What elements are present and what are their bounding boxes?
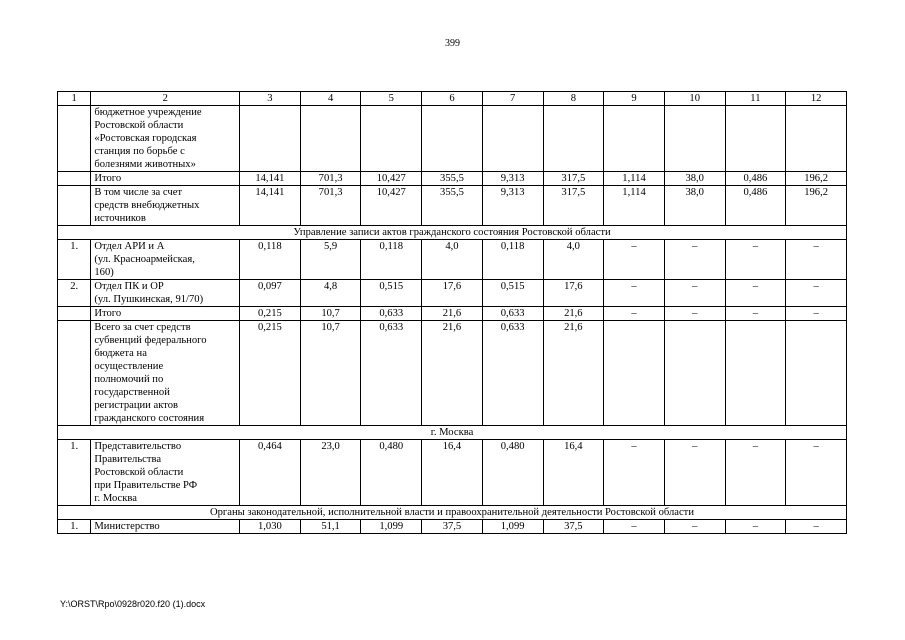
value-cell: –: [725, 307, 786, 321]
value-cell: –: [786, 307, 847, 321]
value-cell: 0,633: [482, 321, 543, 426]
section-title: Управление записи актов гражданского состояния Ростовской области: [58, 226, 847, 240]
value-cell: 37,5: [543, 520, 604, 534]
value-cell: [361, 106, 422, 172]
value-cell: –: [725, 240, 786, 280]
row-number-cell: [58, 321, 91, 426]
value-cell: 0,097: [240, 280, 301, 307]
value-cell: 21,6: [422, 307, 483, 321]
name-cell: Итого: [91, 307, 240, 321]
row-number-cell: 1.: [58, 440, 91, 506]
value-cell: –: [786, 520, 847, 534]
value-cell: 21,6: [543, 307, 604, 321]
value-cell: –: [725, 280, 786, 307]
value-cell: 1,030: [240, 520, 301, 534]
value-cell: 701,3: [300, 186, 361, 226]
table-row: [58, 321, 847, 426]
value-cell: 4,8: [300, 280, 361, 307]
value-cell: 0,486: [725, 186, 786, 226]
table-row: [58, 307, 847, 321]
value-cell: –: [604, 520, 665, 534]
value-cell: 0,118: [361, 240, 422, 280]
table-row: [58, 106, 847, 172]
column-header: 3: [240, 92, 301, 106]
value-cell: [664, 321, 725, 426]
value-cell: 51,1: [300, 520, 361, 534]
value-cell: 0,515: [482, 280, 543, 307]
page-number: 399: [445, 38, 460, 49]
value-cell: 4,0: [422, 240, 483, 280]
value-cell: 0,118: [240, 240, 301, 280]
column-header: 5: [361, 92, 422, 106]
section-row: [58, 506, 847, 520]
value-cell: [422, 106, 483, 172]
value-cell: [725, 321, 786, 426]
value-cell: 0,515: [361, 280, 422, 307]
value-cell: 16,4: [422, 440, 483, 506]
value-cell: [786, 106, 847, 172]
value-cell: 0,215: [240, 321, 301, 426]
value-cell: 0,480: [361, 440, 422, 506]
row-number-cell: [58, 172, 91, 186]
value-cell: –: [664, 440, 725, 506]
value-cell: 10,427: [361, 172, 422, 186]
value-cell: –: [664, 240, 725, 280]
table-row: [58, 240, 847, 280]
value-cell: 21,6: [543, 321, 604, 426]
value-cell: [725, 106, 786, 172]
value-cell: 16,4: [543, 440, 604, 506]
value-cell: –: [604, 307, 665, 321]
value-cell: 1,114: [604, 172, 665, 186]
table-row: [58, 520, 847, 534]
value-cell: 5,9: [300, 240, 361, 280]
value-cell: –: [725, 440, 786, 506]
file-path-footer: Y:\ORST\Rpo\0928r020.f20 (1).docx: [60, 599, 206, 609]
value-cell: 1,099: [361, 520, 422, 534]
value-cell: –: [604, 280, 665, 307]
column-header: 1: [58, 92, 91, 106]
value-cell: 0,633: [361, 307, 422, 321]
value-cell: –: [786, 240, 847, 280]
value-cell: [300, 106, 361, 172]
value-cell: 0,480: [482, 440, 543, 506]
value-cell: 0,215: [240, 307, 301, 321]
value-cell: [543, 106, 604, 172]
name-cell: Отдел ПК и ОР (ул. Пушкинская, 91/70): [91, 280, 240, 307]
column-header: 10: [664, 92, 725, 106]
value-cell: –: [664, 307, 725, 321]
row-number-cell: [58, 307, 91, 321]
value-cell: 317,5: [543, 186, 604, 226]
value-cell: 317,5: [543, 172, 604, 186]
table-row: [58, 280, 847, 307]
row-number-cell: 2.: [58, 280, 91, 307]
value-cell: 1,114: [604, 186, 665, 226]
value-cell: 14,141: [240, 186, 301, 226]
value-cell: 10,7: [300, 307, 361, 321]
value-cell: 17,6: [422, 280, 483, 307]
value-cell: 37,5: [422, 520, 483, 534]
value-cell: –: [664, 520, 725, 534]
value-cell: 10,7: [300, 321, 361, 426]
value-cell: 9,313: [482, 172, 543, 186]
name-cell: Представительство Правительства Ростовской области при Правительстве РФ г. Москва: [91, 440, 240, 506]
name-cell: В том числе за счет средств внебюджетных источников: [91, 186, 240, 226]
value-cell: –: [786, 440, 847, 506]
value-cell: –: [604, 240, 665, 280]
value-cell: [786, 321, 847, 426]
value-cell: 38,0: [664, 186, 725, 226]
value-cell: –: [604, 440, 665, 506]
table-row: [58, 186, 847, 226]
name-cell: Министерство: [91, 520, 240, 534]
section-row: [58, 426, 847, 440]
table-row: [58, 440, 847, 506]
name-cell: Отдел АРИ и А (ул. Красноармейская, 160): [91, 240, 240, 280]
name-cell: Итого: [91, 172, 240, 186]
value-cell: 10,427: [361, 186, 422, 226]
value-cell: 355,5: [422, 186, 483, 226]
value-cell: 14,141: [240, 172, 301, 186]
header-row: [58, 92, 847, 106]
row-number-cell: [58, 106, 91, 172]
value-cell: 0,633: [482, 307, 543, 321]
table-row: [58, 172, 847, 186]
value-cell: 355,5: [422, 172, 483, 186]
value-cell: –: [725, 520, 786, 534]
name-cell: бюджетное учреждение Ростовской области «Ростовская городская станция по борьбе с болезнями животных»: [91, 106, 240, 172]
section-title: г. Москва: [58, 426, 847, 440]
column-header: 2: [91, 92, 240, 106]
value-cell: [664, 106, 725, 172]
value-cell: [482, 106, 543, 172]
value-cell: 0,486: [725, 172, 786, 186]
name-cell: Всего за счет средств субвенций федерального бюджета на осуществление полномочий по государственной регистрации актов гражданского состояния: [91, 321, 240, 426]
section-title: Органы законодательной, исполнительной власти и правоохранительной деятельности Ростовской области: [58, 506, 847, 520]
table-body: [58, 106, 847, 534]
column-header: 4: [300, 92, 361, 106]
value-cell: 21,6: [422, 321, 483, 426]
value-cell: –: [786, 280, 847, 307]
column-header: 6: [422, 92, 483, 106]
column-header: 7: [482, 92, 543, 106]
data-table: [57, 91, 847, 534]
value-cell: 0,633: [361, 321, 422, 426]
column-header: 8: [543, 92, 604, 106]
value-cell: [240, 106, 301, 172]
column-header: 12: [786, 92, 847, 106]
section-row: [58, 226, 847, 240]
value-cell: 4,0: [543, 240, 604, 280]
value-cell: 1,099: [482, 520, 543, 534]
row-number-cell: 1.: [58, 520, 91, 534]
value-cell: 196,2: [786, 186, 847, 226]
column-header: 11: [725, 92, 786, 106]
row-number-cell: [58, 186, 91, 226]
value-cell: [604, 106, 665, 172]
value-cell: 38,0: [664, 172, 725, 186]
column-header: 9: [604, 92, 665, 106]
row-number-cell: 1.: [58, 240, 91, 280]
value-cell: 701,3: [300, 172, 361, 186]
value-cell: 196,2: [786, 172, 847, 186]
value-cell: 0,464: [240, 440, 301, 506]
value-cell: 9,313: [482, 186, 543, 226]
value-cell: 17,6: [543, 280, 604, 307]
value-cell: 0,118: [482, 240, 543, 280]
value-cell: [604, 321, 665, 426]
value-cell: 23,0: [300, 440, 361, 506]
value-cell: –: [664, 280, 725, 307]
